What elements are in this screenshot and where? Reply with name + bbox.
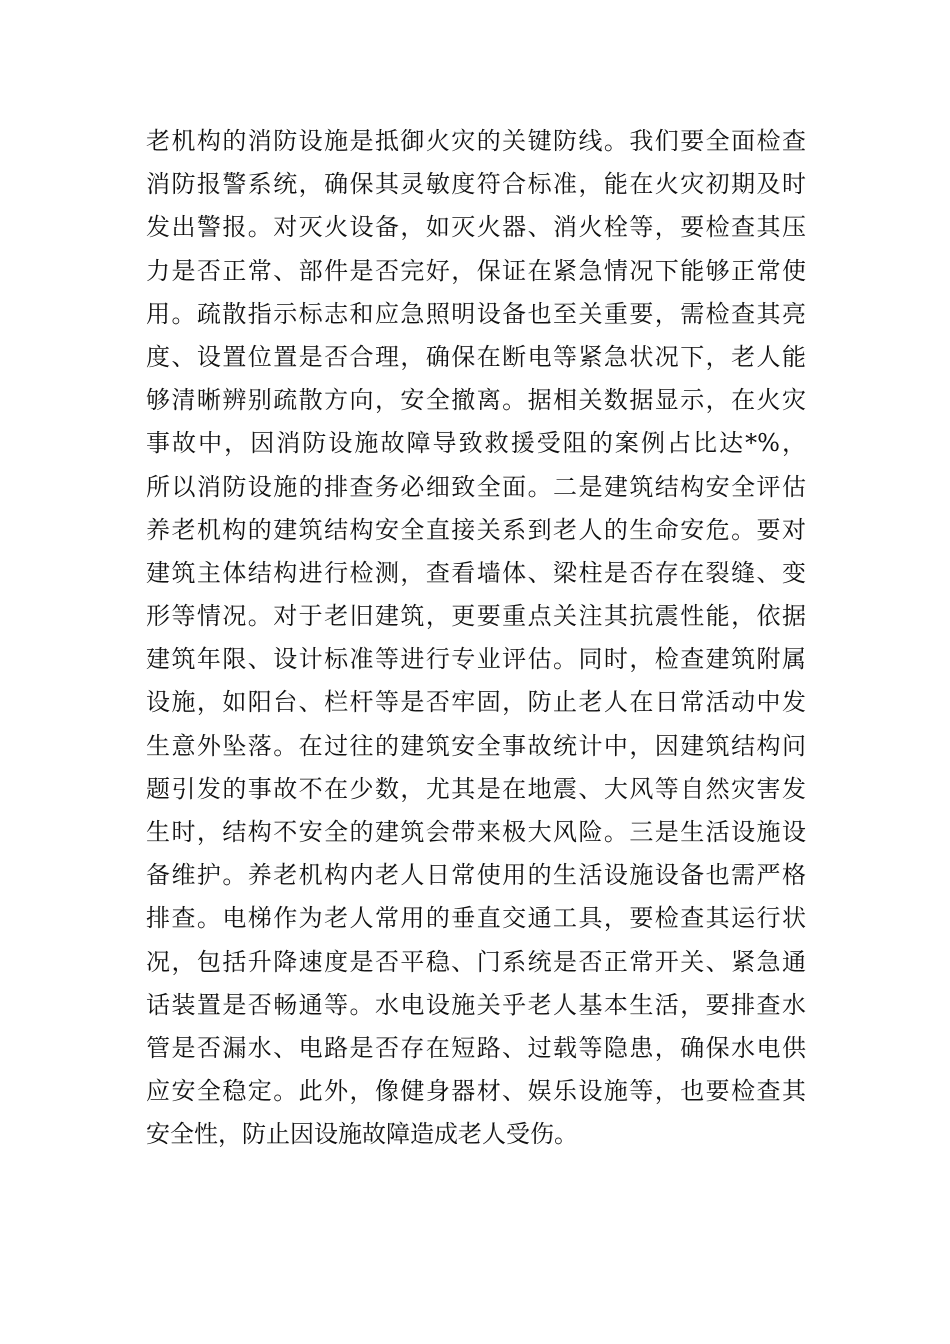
text-line: 够清晰辨别疏散方向，安全撤离。据相关数据显示，在火灾 <box>146 386 806 415</box>
text-line: 管是否漏水、电路是否存在短路、过载等隐患，确保水电供 <box>146 1033 806 1062</box>
text-line: 形等情况。对于老旧建筑，更要重点关注其抗震性能，依据 <box>146 602 806 631</box>
text-line: 事故中，因消防设施故障导致救援受阻的案例占比达*%， <box>146 429 806 458</box>
text-line: 用。疏散指示标志和应急照明设备也至关重要，需检查其亮 <box>146 299 806 328</box>
text-line: 生意外坠落。在过往的建筑安全事故统计中，因建筑结构问 <box>146 731 806 760</box>
text-line: 度、设置位置是否合理，确保在断电等紧急状况下，老人能 <box>146 342 806 371</box>
text-line: 养老机构的建筑结构安全直接关系到老人的生命安危。要对 <box>146 515 806 544</box>
text-line: 建筑年限、设计标准等进行专业评估。同时，检查建筑附属 <box>146 645 806 674</box>
text-line: 话装置是否畅通等。水电设施关乎老人基本生活，要排查水 <box>146 990 806 1019</box>
text-line: 老机构的消防设施是抵御火灾的关键防线。我们要全面检查 <box>146 127 806 155</box>
text-line: 消防报警系统，确保其灵敏度符合标准，能在火灾初期及时 <box>146 170 806 199</box>
text-line: 力是否正常、部件是否完好，保证在紧急情况下能够正常使 <box>146 256 806 285</box>
text-line: 生时，结构不安全的建筑会带来极大风险。三是生活设施设 <box>146 818 806 846</box>
text-line: 备维护。养老机构内老人日常使用的生活设施设备也需严格 <box>146 861 806 890</box>
text-line: 题引发的事故不在少数，尤其是在地震、大风等自然灾害发 <box>146 774 806 803</box>
text-line: 发出警报。对灭火设备，如灭火器、消火栓等，要检查其压 <box>146 213 806 242</box>
text-line: 设施，如阳台、栏杆等是否牢固，防止老人在日常活动中发 <box>146 688 806 717</box>
text-line: 建筑主体结构进行检测，查看墙体、梁柱是否存在裂缝、变 <box>146 558 806 587</box>
text-line: 安全性，防止因设施故障造成老人受伤。 <box>146 1120 578 1149</box>
text-line: 排查。电梯作为老人常用的垂直交通工具，要检查其运行状 <box>146 904 806 933</box>
body-text <box>146 120 806 1157</box>
text-line: 况，包括升降速度是否平稳、门系统是否正常开关、紧急通 <box>146 947 806 976</box>
text-line: 所以消防设施的排查务必细致全面。二是建筑结构安全评估 <box>146 472 806 501</box>
text-line: 应安全稳定。此外，像健身器材、娱乐设施等，也要检查其 <box>146 1077 806 1106</box>
